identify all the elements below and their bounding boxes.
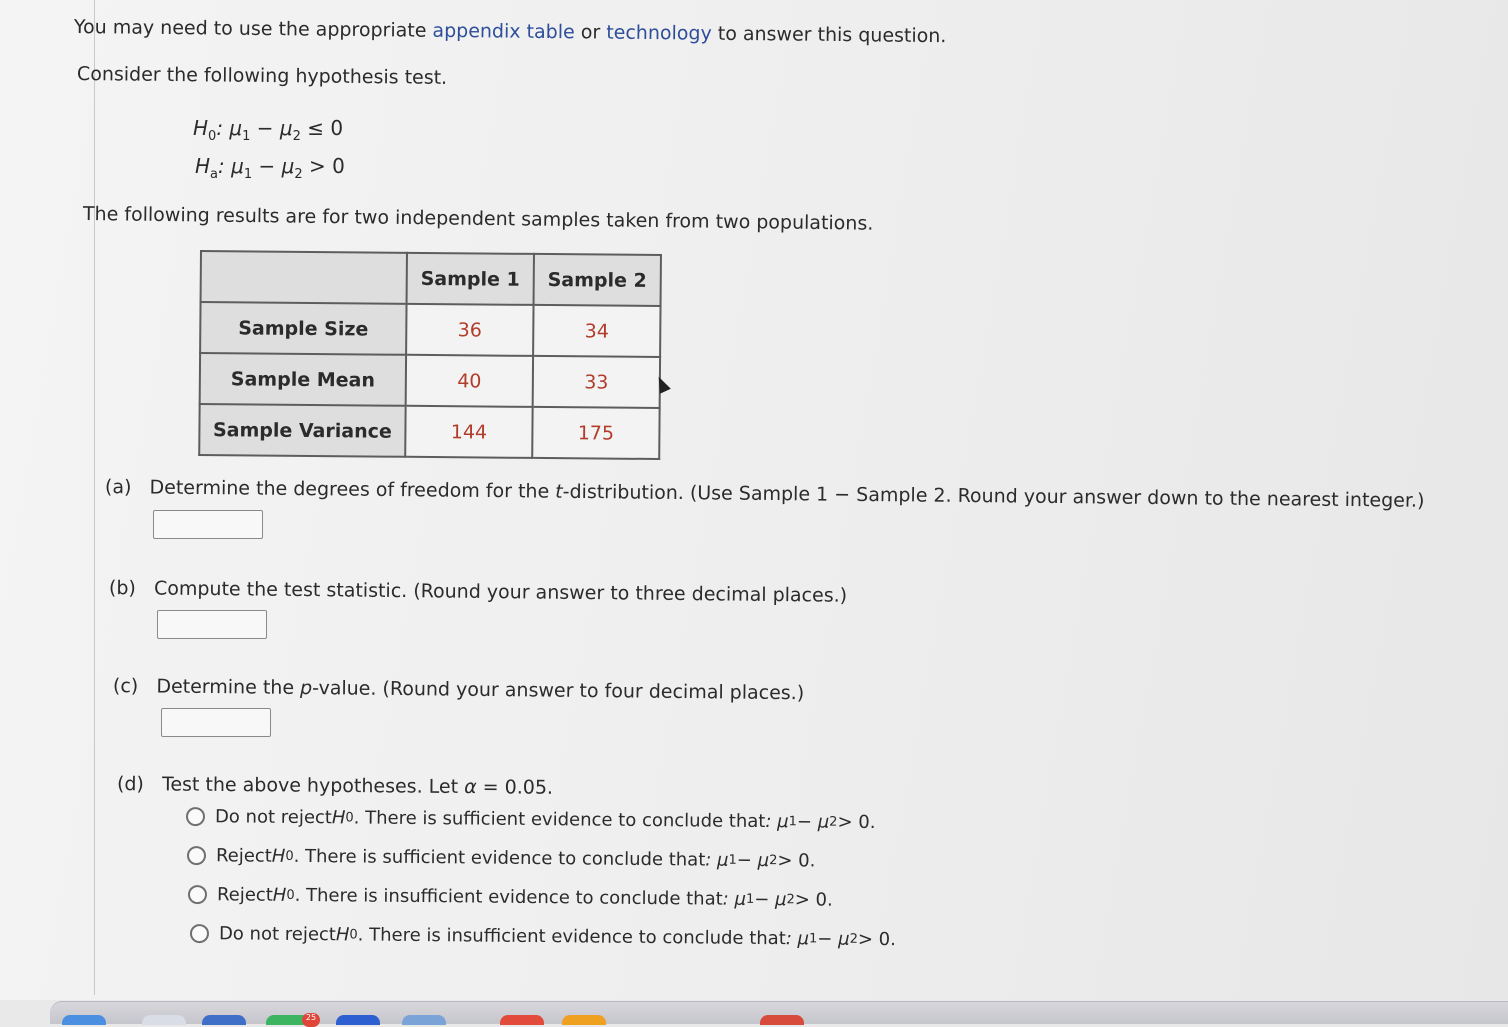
test-statistic-input[interactable]	[157, 610, 267, 639]
sample-2-mean: 33	[533, 356, 660, 408]
part-d-text2: = 0.05.	[476, 776, 554, 799]
option-reject-insufficient[interactable]: Reject H 0 . There is insufficient evidence to conclude that : μ 1 − μ 2 > 0 .	[188, 884, 833, 911]
option-1-mu1: : μ	[765, 811, 789, 833]
app-icon[interactable]	[142, 1015, 186, 1025]
option-3-mu1-sub: 1	[745, 891, 755, 907]
music-icon[interactable]	[500, 1015, 544, 1025]
option-1-mu2-sub: 2	[829, 814, 838, 830]
dock-bar	[50, 1001, 1508, 1024]
finder-icon[interactable]	[62, 1015, 106, 1025]
table-row	[200, 353, 660, 408]
intro-middle: or	[574, 21, 607, 44]
option-1-pre: Do not reject	[214, 806, 332, 829]
part-b-label: (b)	[108, 577, 137, 600]
table-row	[200, 302, 660, 357]
option-3-mu1: : μ	[722, 888, 747, 910]
column-header-sample-2: Sample 2	[534, 254, 661, 306]
page-left-border	[94, 0, 95, 995]
radio-button[interactable]	[187, 846, 206, 865]
option-4-mu2: − μ	[817, 928, 850, 950]
option-4-h: H	[335, 924, 350, 946]
h0-mu1-sub: 1	[242, 129, 251, 144]
option-reject-sufficient[interactable]: Reject H 0 . There is sufficient evidence to conclude that : μ 1 − μ 2 > 0 .	[187, 845, 816, 871]
option-1-h: H	[331, 807, 346, 829]
part-a-question	[105, 476, 1425, 512]
intro-prefix: You may need to use the appropriate	[73, 16, 433, 42]
part-a-text2: -distribution. (Use Sample 1 − Sample 2. Round your answer down to the nearest integer.)	[562, 480, 1425, 512]
part-b-question	[109, 577, 847, 607]
option-3-end: > 0	[794, 889, 828, 911]
appendix-table-link[interactable]: appendix table	[432, 19, 575, 44]
part-c-text: Determine the	[156, 675, 301, 699]
part-a-text: Determine the degrees of freedom for the	[149, 476, 556, 503]
option-2-mid: . There is sufficient evidence to conclude that	[293, 845, 706, 871]
sample-1-mean: 40	[406, 355, 533, 407]
table-row	[199, 404, 659, 459]
h0-symbol: H	[193, 116, 209, 140]
ha-mu2-sub: 2	[294, 167, 303, 182]
column-header-sample-1: Sample 1	[407, 253, 534, 305]
row-label-sample-mean: Sample Mean	[200, 353, 406, 406]
notification-badge: 25	[302, 1013, 320, 1027]
option-4-end: > 0	[857, 928, 891, 951]
option-3-h: H	[272, 884, 287, 906]
option-2-mu1-sub: 1	[728, 852, 737, 868]
ha-relation: > 0	[302, 154, 345, 178]
part-c-question	[113, 675, 804, 704]
option-2-mu2-sub: 2	[769, 853, 778, 869]
part-d-text: Test the above hypotheses. Let	[161, 773, 465, 799]
option-4-pre: Do not reject	[218, 923, 336, 946]
technology-link[interactable]: technology	[606, 21, 712, 45]
part-d-label: (d)	[116, 773, 144, 796]
intro-text	[74, 16, 947, 47]
intro-suffix: to answer this question.	[711, 22, 947, 48]
results-text: The following results are for two independent samples taken from two populations.	[82, 203, 874, 235]
option-4-mu2-sub: 2	[849, 931, 858, 947]
sample-results-table	[198, 250, 662, 460]
ha-mu2: − μ	[252, 154, 295, 178]
option-1-h-sub: 0	[345, 810, 354, 826]
calendar-icon[interactable]	[402, 1015, 446, 1025]
radio-button[interactable]	[188, 885, 207, 904]
part-a-t: t	[555, 480, 563, 503]
option-4-mid: . There is insufficient evidence to conclude that	[357, 924, 786, 950]
part-d-alpha: α	[464, 776, 477, 799]
part-d-question	[117, 773, 553, 799]
alternative-hypothesis	[195, 154, 345, 182]
notes-icon[interactable]	[562, 1015, 606, 1025]
app-icon-2[interactable]	[760, 1015, 804, 1025]
option-1-mid: . There is sufficient evidence to conclude that	[353, 807, 766, 833]
option-3-mu2-sub: 2	[786, 892, 795, 908]
row-label-sample-size: Sample Size	[200, 302, 406, 355]
radio-button[interactable]	[186, 807, 205, 826]
ha-mu1-sub: 1	[243, 167, 253, 182]
option-do-not-reject-sufficient[interactable]: Do not reject H 0 . There is sufficient evidence to conclude that : μ 1 − μ 2 > 0 .	[186, 806, 876, 833]
degrees-of-freedom-input[interactable]	[153, 510, 263, 539]
option-2-mu2: − μ	[736, 849, 770, 872]
mail-icon[interactable]	[336, 1015, 380, 1025]
part-b-text: Compute the test statistic. (Round your answer to three decimal places.)	[153, 577, 848, 607]
row-label-sample-variance: Sample Variance	[199, 404, 405, 457]
option-do-not-reject-insufficient[interactable]: Do not reject H 0 . There is insufficient evidence to conclude that : μ 1 − μ 2 > 0 .	[190, 923, 896, 950]
option-1-mu2: − μ	[796, 811, 830, 833]
option-2-mu1: : μ	[705, 849, 729, 871]
option-2-h-sub: 0	[285, 848, 294, 864]
option-4-mu1: : μ	[785, 928, 810, 950]
h0-mu2-sub: 2	[292, 129, 301, 144]
null-hypothesis	[193, 116, 343, 144]
radio-button[interactable]	[190, 924, 209, 943]
option-3-pre: Reject	[216, 884, 273, 906]
h0-mu2: − μ	[250, 116, 293, 140]
option-1-end: > 0	[837, 811, 870, 833]
option-4-h-sub: 0	[349, 927, 358, 943]
option-4-mu1-sub: 1	[809, 931, 818, 947]
h0-relation: ≤ 0	[300, 116, 344, 140]
part-c-text2: -value. (Round your answer to four decimal places.)	[312, 677, 805, 705]
ha-symbol: H	[195, 154, 211, 178]
h0-mu1: : μ	[216, 116, 243, 140]
option-2-h: H	[271, 845, 286, 867]
part-a-label: (a)	[104, 476, 132, 499]
part-c-p: p	[299, 676, 313, 700]
sample-1-size: 36	[406, 304, 533, 356]
h0-subscript: 0	[208, 129, 217, 144]
option-3-mu2: − μ	[754, 888, 787, 911]
option-2-pre: Reject	[215, 845, 272, 867]
option-1-mu1-sub: 1	[788, 814, 798, 830]
sample-2-variance: 175	[532, 407, 659, 459]
option-2-end: > 0	[777, 850, 810, 872]
browser-icon[interactable]	[202, 1015, 246, 1025]
part-c-label: (c)	[112, 675, 139, 698]
sample-2-size: 34	[533, 305, 660, 357]
sample-1-variance: 144	[405, 406, 532, 458]
option-3-mid: . There is insufficient evidence to conclude that	[294, 884, 723, 910]
table-corner-cell	[201, 251, 407, 304]
table-header-row	[201, 251, 661, 306]
ha-subscript: a	[210, 167, 219, 182]
ha-mu1: : μ	[218, 154, 244, 178]
p-value-input[interactable]	[161, 708, 271, 737]
option-3-h-sub: 0	[286, 887, 295, 903]
consider-text: Consider the following hypothesis test.	[76, 63, 448, 89]
